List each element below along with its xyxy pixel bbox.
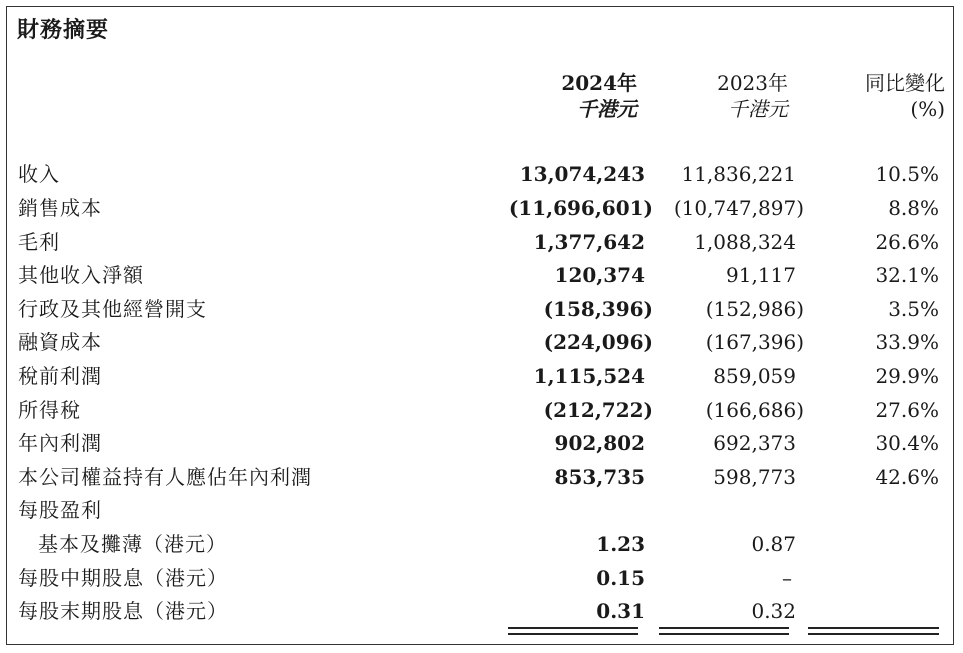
table-row bbox=[0, 562, 963, 595]
value-2024: 0.15 bbox=[596, 566, 645, 590]
value-2023: – bbox=[782, 566, 792, 590]
value-change: 33.9% bbox=[875, 330, 939, 354]
value-2023: 11,836,221 bbox=[681, 162, 796, 186]
value-change: 27.6% bbox=[875, 398, 939, 422]
double-underline-2023 bbox=[659, 627, 789, 635]
value-2023: (152,986) bbox=[705, 297, 804, 321]
row-label: 其他收入淨額 bbox=[18, 263, 144, 287]
header-change-unit: (%) bbox=[910, 97, 945, 121]
row-label: 收入 bbox=[18, 162, 60, 186]
table-row bbox=[0, 427, 963, 460]
value-change: 26.6% bbox=[875, 230, 939, 254]
table-row bbox=[0, 226, 963, 259]
value-change: 32.1% bbox=[875, 263, 939, 287]
value-2024: (224,096) bbox=[543, 330, 653, 354]
value-2023: 1,088,324 bbox=[694, 230, 796, 254]
value-2023: 0.87 bbox=[751, 532, 796, 556]
header-2024 bbox=[561, 70, 637, 122]
row-label: 融資成本 bbox=[18, 330, 102, 354]
row-label: 所得稅 bbox=[18, 398, 81, 422]
value-2024: 1,115,524 bbox=[533, 364, 645, 388]
header-change-label: 同比變化 bbox=[865, 71, 945, 95]
header-2024-unit: 千港元 bbox=[577, 97, 637, 121]
row-label: 毛利 bbox=[18, 230, 60, 254]
value-2024: 120,374 bbox=[554, 263, 645, 287]
header-2023-year: 2023年 bbox=[717, 71, 788, 95]
value-2023: 859,059 bbox=[713, 364, 796, 388]
value-change: 30.4% bbox=[875, 431, 939, 455]
table-row bbox=[0, 158, 963, 191]
row-label: 每股末期股息（港元） bbox=[18, 599, 228, 623]
value-2024: 1.23 bbox=[596, 532, 645, 556]
row-label: 基本及攤薄（港元） bbox=[38, 532, 227, 556]
table-row bbox=[0, 461, 963, 494]
value-change: 42.6% bbox=[875, 465, 939, 489]
value-change: 29.9% bbox=[875, 364, 939, 388]
table-row bbox=[0, 360, 963, 393]
value-2023: (167,396) bbox=[705, 330, 804, 354]
header-change bbox=[865, 70, 945, 122]
table-row bbox=[0, 528, 963, 561]
table-row bbox=[0, 192, 963, 225]
value-2024: 902,802 bbox=[554, 431, 645, 455]
value-2024: (158,396) bbox=[543, 297, 653, 321]
header-2023-unit: 千港元 bbox=[728, 97, 788, 121]
value-change: 10.5% bbox=[875, 162, 939, 186]
value-2024: (212,722) bbox=[543, 398, 653, 422]
header-2024-year: 2024年 bbox=[561, 71, 637, 95]
table-row bbox=[0, 494, 963, 527]
value-2023: 0.32 bbox=[751, 599, 796, 623]
section-title: 財務摘要 bbox=[17, 17, 110, 43]
value-change: 3.5% bbox=[888, 297, 939, 321]
value-2023: 692,373 bbox=[713, 431, 796, 455]
value-2024: 13,074,243 bbox=[519, 162, 645, 186]
double-underline-2024 bbox=[508, 627, 638, 635]
value-2024: 0.31 bbox=[596, 599, 645, 623]
header-2023 bbox=[717, 70, 788, 122]
value-change: 8.8% bbox=[888, 196, 939, 220]
row-label: 行政及其他經營開支 bbox=[18, 297, 207, 321]
row-label: 本公司權益持有人應佔年內利潤 bbox=[18, 465, 312, 489]
double-underline-change bbox=[808, 627, 939, 635]
table-row bbox=[0, 394, 963, 427]
value-2024: (11,696,601) bbox=[508, 196, 653, 220]
value-2023: (166,686) bbox=[705, 398, 804, 422]
row-label: 每股盈利 bbox=[18, 498, 102, 522]
table-row bbox=[0, 326, 963, 359]
table-row bbox=[0, 595, 963, 628]
value-2023: 598,773 bbox=[713, 465, 796, 489]
row-label: 銷售成本 bbox=[18, 196, 102, 220]
row-label: 稅前利潤 bbox=[18, 364, 102, 388]
value-2024: 1,377,642 bbox=[533, 230, 645, 254]
value-2023: 91,117 bbox=[726, 263, 796, 287]
value-2023: (10,747,897) bbox=[673, 196, 804, 220]
table-row bbox=[0, 293, 963, 326]
row-label: 年內利潤 bbox=[18, 431, 102, 455]
table-row bbox=[0, 259, 963, 292]
row-label: 每股中期股息（港元） bbox=[18, 566, 228, 590]
value-2024: 853,735 bbox=[554, 465, 645, 489]
